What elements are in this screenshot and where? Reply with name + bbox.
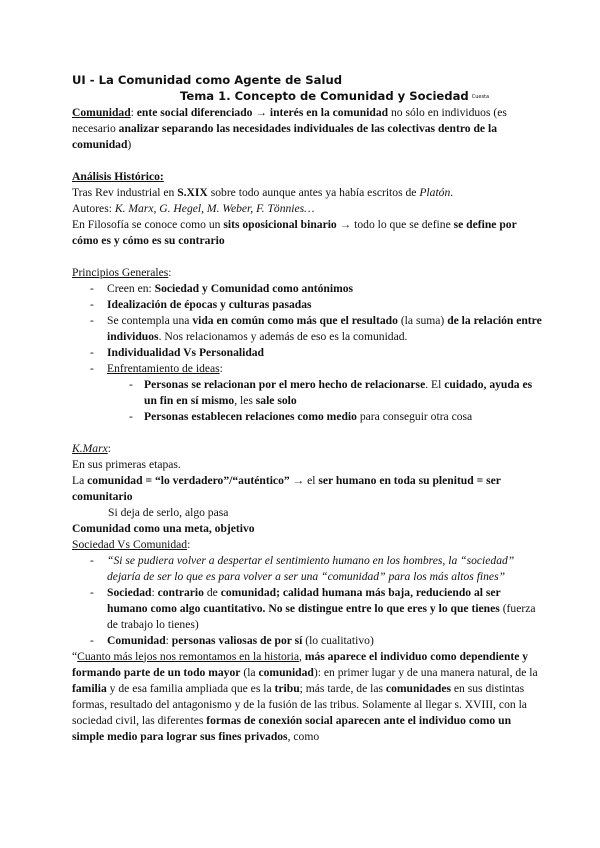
list-item: - Creen en: Sociedad y Comunidad como antónimos bbox=[72, 281, 542, 297]
ideas-sublist bbox=[72, 377, 542, 425]
sociedad-vs-comunidad-heading: Sociedad Vs Comunidad: bbox=[72, 537, 191, 551]
marx-p3: Si deja de serlo, algo pasa bbox=[108, 505, 229, 519]
sociedad-vs-comunidad-list bbox=[72, 553, 542, 649]
list-item: - Idealización de épocas y culturas pasadas bbox=[72, 297, 542, 313]
principios-list bbox=[72, 281, 542, 377]
principios-heading: Principios Generales: bbox=[72, 265, 172, 279]
marx-p2: La comunidad = “lo verdadero”/“auténtico” → el ser humano en toda su plenitud = ser comunitario bbox=[72, 473, 501, 503]
marx-citation: “Cuanto más lejos nos remontamos en la historia, más aparece el individuo como dependiente y formando parte de un todo mayor (la comunidad): en primer lugar y de una manera natural, de la familia y de esa familia ampliada que es la tribu; más tarde, de las comunidades en sus distintas formas, resultado del antagonismo y de la fusión de las tribus. Solamente al llegar s. XVIII, con la sociedad civil, las diferentes formas de conexión social aparecen ante el individuo como un simple medio para lograr sus fines privados, como bbox=[72, 649, 538, 743]
subtitle-note: Cuesta bbox=[471, 93, 490, 100]
historico-p1: Tras Rev industrial en S.XIX sobre todo aunque antes ya había escritos de Platón. bbox=[72, 185, 454, 199]
historico-heading: Análisis Histórico: bbox=[72, 169, 164, 183]
marx-p1: En sus primeras etapas. bbox=[72, 457, 181, 471]
list-item: - Enfrentamiento de ideas: bbox=[72, 361, 542, 377]
list-item: - Sociedad: contrario de comunidad; calidad humana más baja, reduciendo al ser humano como algo cuantitativo. No se distingue entre lo que eres y lo que tienes (fuerza de trabajo lo tienes) bbox=[72, 585, 542, 633]
list-item: - Personas se relacionan por el mero hecho de relacionarse. El cuidado, ayuda es un fin en sí mismo, les sale solo bbox=[72, 377, 542, 409]
document-title: UI - La Comunidad como Agente de Salud bbox=[72, 73, 343, 87]
marx-heading: K.Marx: bbox=[72, 441, 111, 455]
list-item: - Personas establecen relaciones como medio para conseguir otra cosa bbox=[72, 409, 542, 425]
marx-p4: Comunidad como una meta, objetivo bbox=[72, 521, 255, 535]
list-item: - Se contempla una vida en común como más que el resultado (la suma) de la relación entre individuos. Nos relacionamos y además de eso es la comunidad. bbox=[72, 313, 542, 345]
list-item: - Comunidad: personas valiosas de por sí (lo cualitativo) bbox=[72, 633, 542, 649]
list-item: - Individualidad Vs Personalidad bbox=[72, 345, 542, 361]
document-body bbox=[72, 72, 542, 745]
historico-p3: En Filosofía se conoce como un sits oposicional binario → todo lo que se define se define por cómo es y cómo es su contrario bbox=[72, 217, 517, 247]
historico-authors: Autores: K. Marx, G. Hegel, M. Weber, F. Tönnies… bbox=[72, 201, 315, 215]
intro-paragraph: Comunidad: ente social diferenciado → interés en la comunidad no sólo en individuos (es necesario analizar separando las necesidades individuales de las colectivas dentro de la comunidad) bbox=[72, 105, 507, 151]
list-item: - “Si se pudiera volver a despertar el sentimiento humano en los hombres, la “sociedad” dejaría de ser lo que es para volver a ser una “comunidad” para los más altos fines” bbox=[72, 553, 542, 585]
document-subtitle: Tema 1. Concepto de Comunidad y Sociedad Cuesta bbox=[180, 89, 490, 103]
